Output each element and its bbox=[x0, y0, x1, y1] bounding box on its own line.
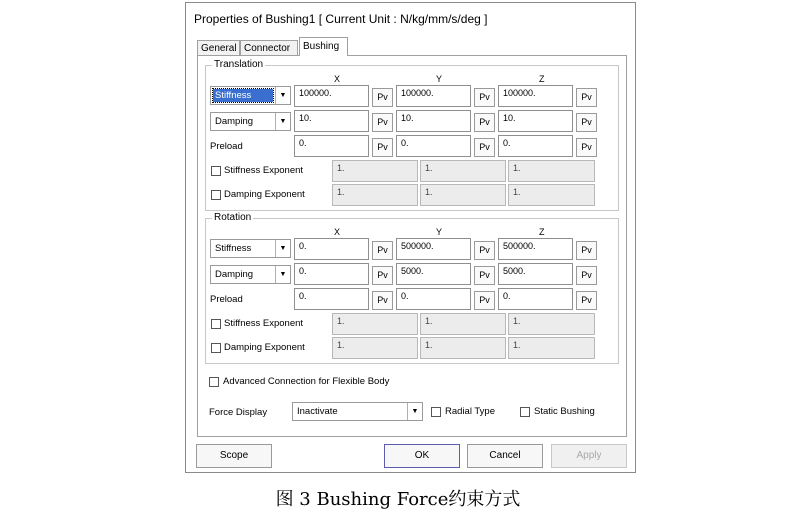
chevron-down-icon[interactable]: ▼ bbox=[275, 87, 290, 104]
col-header-z: Z bbox=[539, 227, 545, 237]
advanced-connection-checkbox[interactable] bbox=[209, 377, 219, 387]
damping-exponent-checkbox[interactable] bbox=[211, 343, 221, 353]
pv-button[interactable]: Pv bbox=[576, 138, 597, 157]
tab-general[interactable]: General bbox=[197, 40, 240, 55]
rotation-damping-x[interactable]: 0. bbox=[294, 263, 369, 285]
pv-button[interactable]: Pv bbox=[576, 266, 597, 285]
translation-damping-z[interactable]: 10. bbox=[498, 110, 573, 132]
figure-caption: 图 3 Bushing Force约束方式 bbox=[275, 489, 521, 510]
properties-dialog bbox=[185, 2, 636, 473]
rotation-preload-y[interactable]: 0. bbox=[396, 288, 471, 310]
pv-button[interactable]: Pv bbox=[474, 113, 495, 132]
translation-stiffness-z[interactable]: 100000. bbox=[498, 85, 573, 107]
rotation-preload-x[interactable]: 0. bbox=[294, 288, 369, 310]
rotation-damping-y[interactable]: 5000. bbox=[396, 263, 471, 285]
rotation-stiffness-exp-y: 1. bbox=[420, 313, 506, 335]
ok-button[interactable]: OK bbox=[384, 444, 460, 468]
rotation-stiffness-z[interactable]: 500000. bbox=[498, 238, 573, 260]
damping-exponent-label: Damping Exponent bbox=[224, 189, 305, 200]
radial-type-checkbox[interactable] bbox=[431, 407, 441, 417]
stiffness-exponent-checkbox[interactable] bbox=[211, 166, 221, 176]
chevron-down-icon[interactable]: ▼ bbox=[275, 266, 290, 283]
translation-stiffness-exp-y: 1. bbox=[420, 160, 506, 182]
cancel-button[interactable]: Cancel bbox=[467, 444, 543, 468]
pv-button[interactable]: Pv bbox=[576, 241, 597, 260]
translation-preload-y[interactable]: 0. bbox=[396, 135, 471, 157]
rotation-damping-combo[interactable] bbox=[210, 265, 291, 284]
translation-preload-x[interactable]: 0. bbox=[294, 135, 369, 157]
translation-group bbox=[205, 59, 619, 211]
pv-button[interactable]: Pv bbox=[372, 241, 393, 260]
rotation-damping-exp-z: 1. bbox=[508, 337, 595, 359]
rotation-group bbox=[205, 212, 619, 364]
pv-button[interactable]: Pv bbox=[372, 88, 393, 107]
rotation-damping-exp-y: 1. bbox=[420, 337, 506, 359]
translation-stiffness-y[interactable]: 100000. bbox=[396, 85, 471, 107]
pv-button[interactable]: Pv bbox=[576, 88, 597, 107]
advanced-connection-label: Advanced Connection for Flexible Body bbox=[223, 376, 390, 387]
rotation-stiffness-y[interactable]: 500000. bbox=[396, 238, 471, 260]
translation-preload-label: Preload bbox=[210, 141, 243, 152]
scope-button[interactable]: Scope bbox=[196, 444, 272, 468]
col-header-z: Z bbox=[539, 74, 545, 84]
force-display-combo[interactable] bbox=[292, 402, 423, 421]
pv-button[interactable]: Pv bbox=[576, 291, 597, 310]
translation-damping-y[interactable]: 10. bbox=[396, 110, 471, 132]
translation-damping-exp-z: 1. bbox=[508, 184, 595, 206]
translation-damping-x[interactable]: 10. bbox=[294, 110, 369, 132]
rotation-label: Rotation bbox=[214, 212, 252, 223]
translation-stiffness-combo[interactable] bbox=[210, 86, 291, 105]
rotation-stiffness-combo[interactable] bbox=[210, 239, 291, 258]
pv-button[interactable]: Pv bbox=[474, 266, 495, 285]
pv-button[interactable]: Pv bbox=[576, 113, 597, 132]
tab-bushing[interactable]: Bushing bbox=[299, 37, 348, 56]
pv-button[interactable]: Pv bbox=[474, 291, 495, 310]
rotation-stiffness-x[interactable]: 0. bbox=[294, 238, 369, 260]
translation-label: Translation bbox=[214, 59, 264, 70]
pv-button[interactable]: Pv bbox=[474, 138, 495, 157]
translation-stiffness-x[interactable]: 100000. bbox=[294, 85, 369, 107]
rotation-stiffness-exp-z: 1. bbox=[508, 313, 595, 335]
damping-exponent-checkbox[interactable] bbox=[211, 190, 221, 200]
pv-button[interactable]: Pv bbox=[372, 266, 393, 285]
rotation-stiffness-exp-x: 1. bbox=[332, 313, 418, 335]
chevron-down-icon[interactable]: ▼ bbox=[407, 403, 422, 420]
rotation-preload-label: Preload bbox=[210, 294, 243, 305]
rotation-damping-exp-x: 1. bbox=[332, 337, 418, 359]
apply-button[interactable]: Apply bbox=[551, 444, 627, 468]
stiffness-exponent-label: Stiffness Exponent bbox=[224, 165, 304, 176]
col-header-x: X bbox=[334, 74, 341, 84]
static-bushing-label: Static Bushing bbox=[534, 406, 595, 417]
translation-damping-exp-y: 1. bbox=[420, 184, 506, 206]
pv-button[interactable]: Pv bbox=[474, 88, 495, 107]
combo-value: Stiffness bbox=[213, 89, 273, 102]
pv-button[interactable]: Pv bbox=[474, 241, 495, 260]
rotation-preload-z[interactable]: 0. bbox=[498, 288, 573, 310]
pv-button[interactable]: Pv bbox=[372, 138, 393, 157]
tab-connector[interactable]: Connector bbox=[240, 40, 298, 55]
force-display-label: Force Display bbox=[209, 407, 268, 418]
combo-value: Damping bbox=[215, 116, 254, 127]
col-header-y: Y bbox=[436, 227, 443, 237]
rotation-damping-z[interactable]: 5000. bbox=[498, 263, 573, 285]
stiffness-exponent-checkbox[interactable] bbox=[211, 319, 221, 329]
chevron-down-icon[interactable]: ▼ bbox=[275, 113, 290, 130]
col-header-x: X bbox=[334, 227, 341, 237]
translation-damping-combo[interactable] bbox=[210, 112, 291, 131]
radial-type-label: Radial Type bbox=[445, 406, 495, 417]
translation-damping-exp-x: 1. bbox=[332, 184, 418, 206]
col-header-y: Y bbox=[436, 74, 443, 84]
combo-value: Damping bbox=[215, 269, 254, 280]
combo-value: Stiffness bbox=[215, 243, 252, 254]
damping-exponent-label: Damping Exponent bbox=[224, 342, 305, 353]
translation-preload-z[interactable]: 0. bbox=[498, 135, 573, 157]
chevron-down-icon[interactable]: ▼ bbox=[275, 240, 290, 257]
translation-stiffness-exp-z: 1. bbox=[508, 160, 595, 182]
dialog-title: Properties of Bushing1 [ Current Unit : N/kg/mm/s/deg ] bbox=[194, 12, 488, 26]
pv-button[interactable]: Pv bbox=[372, 113, 393, 132]
stiffness-exponent-label: Stiffness Exponent bbox=[224, 318, 304, 329]
bushing-panel bbox=[197, 55, 627, 437]
combo-value: Inactivate bbox=[297, 406, 338, 417]
static-bushing-checkbox[interactable] bbox=[520, 407, 530, 417]
pv-button[interactable]: Pv bbox=[372, 291, 393, 310]
translation-stiffness-exp-x: 1. bbox=[332, 160, 418, 182]
